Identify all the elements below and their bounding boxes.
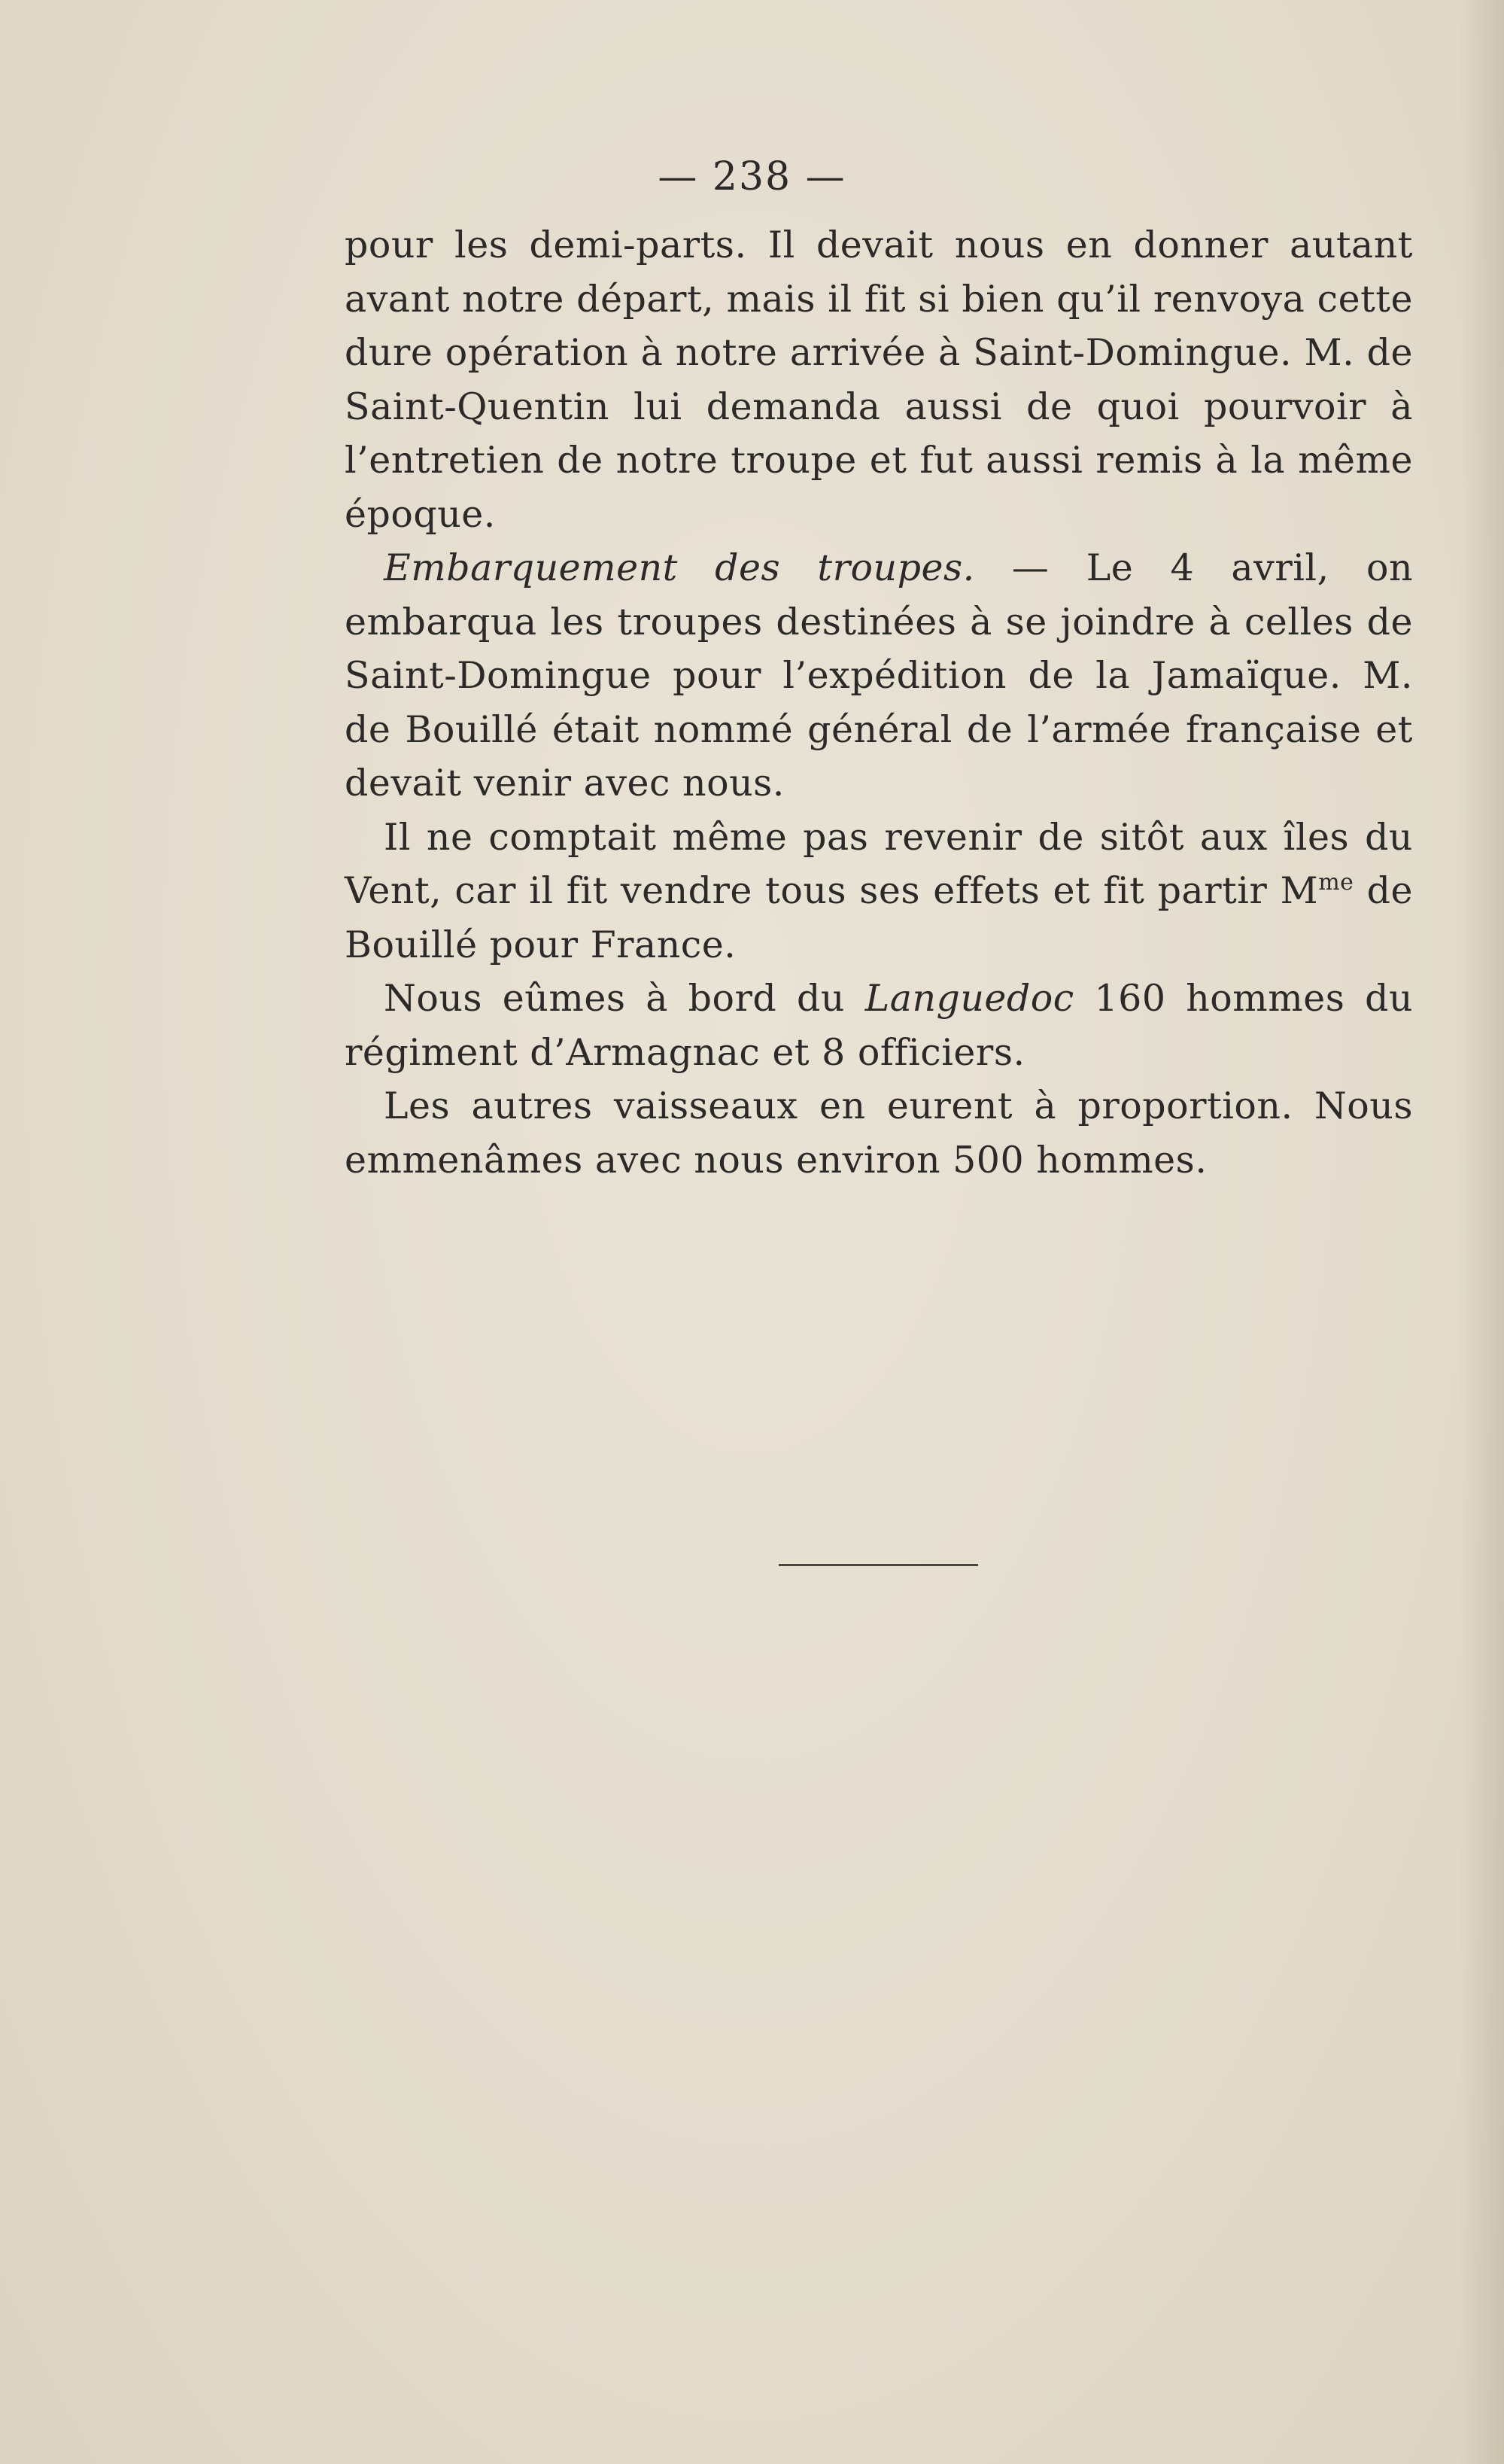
ship-name: Languedoc: [864, 977, 1074, 1020]
end-rule: [779, 1564, 978, 1566]
paragraph-2-text: — Le 4 avril, on embarqua les troupes destinées à se joindre à celles de Saint-Domingue pour l’expédition de la Jamaïque. M. de Bouillé était nommé général de l’armée française et devait venir avec nous.: [345, 546, 1413, 805]
superscript-me: me: [1318, 869, 1354, 896]
section-heading: Embarquement des troupes.: [384, 546, 975, 589]
paragraph-4-text-after: 160 hommes du régiment d’Armagnac et 8 officiers.: [345, 977, 1413, 1074]
paragraph-3-text-before: Il ne comptait même pas revenir de sitôt aux îles du Vent, car il fit vendre tous ses effets et fit partir M: [345, 815, 1413, 912]
paragraph-5: Les autres vaisseaux en eurent à proportion. Nous emmenâmes avec nous environ 500 hommes.: [345, 1084, 1413, 1182]
body-text: [345, 218, 1413, 1187]
paragraph-3: [345, 811, 1413, 972]
paragraph-4-text-before: Nous eûmes à bord du: [384, 977, 865, 1020]
paragraph-2: [345, 541, 1413, 811]
page-edge-shadow: [1459, 0, 1504, 2464]
paragraph-4: [345, 972, 1413, 1079]
paragraph-1: pour les demi-parts. Il devait nous en donner autant avant notre départ, mais il fit si bien qu’il renvoya cette dure opération à notre arrivée à Saint-Domingue. M. de Saint-Quentin lui demanda aussi de quoi pourvoir à l’entretien de notre troupe et fut aussi remis à la même époque.: [345, 224, 1413, 536]
page-number: — 238 —: [658, 154, 846, 199]
paragraph-3-text-after: de Bouillé pour France.: [345, 869, 1413, 966]
